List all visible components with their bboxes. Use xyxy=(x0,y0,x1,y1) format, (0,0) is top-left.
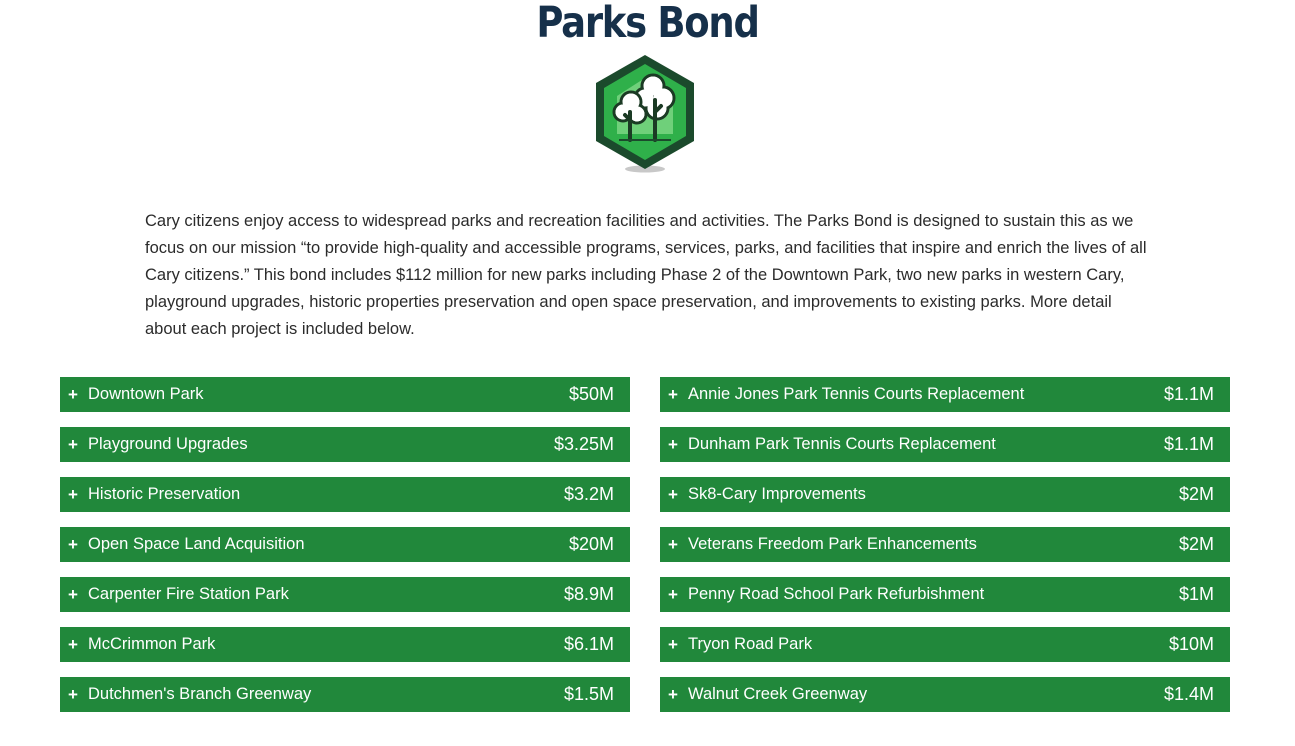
project-name: Historic Preservation xyxy=(88,485,241,503)
page-title: Parks Bond xyxy=(536,0,759,48)
project-amount: $2M xyxy=(1178,484,1214,504)
accordion-item-playground-upgrades[interactable] xyxy=(60,427,630,462)
project-name: McCrimmon Park xyxy=(88,635,216,653)
expand-icon: + xyxy=(668,634,678,654)
project-name: Annie Jones Park Tennis Courts Replacement xyxy=(688,385,1025,403)
expand-icon: + xyxy=(668,434,678,454)
expand-icon: + xyxy=(68,684,78,704)
expand-icon: + xyxy=(668,384,678,404)
project-amount: $50M xyxy=(568,384,614,404)
accordion-item-sk8-cary[interactable] xyxy=(660,477,1230,512)
project-name: Sk8-Cary Improvements xyxy=(688,485,866,503)
expand-icon: + xyxy=(68,484,78,504)
expand-icon: + xyxy=(68,384,78,404)
expand-icon: + xyxy=(668,584,678,604)
accordion-item-mccrimmon-park[interactable] xyxy=(60,627,630,662)
expand-icon: + xyxy=(668,484,678,504)
project-name: Walnut Creek Greenway xyxy=(688,685,868,703)
intro-paragraph: Cary citizens enjoy access to widespread parks and recreation facilities and activities. The Parks Bond is designed to sustain this as we focus on our mission “to provide high-quality and accessible programs, services, parks, and facilities that inspire and enrich the lives of all Cary citizens.” This bond includes $112 million for new parks including Phase 2 of the Downtown Park, two new parks in western Cary, playground upgrades, historic properties preservation and open space preservation, and improvements to existing parks. More detail about each project is included below. xyxy=(145,212,1147,338)
accordion-item-downtown-park[interactable] xyxy=(60,377,630,412)
project-amount: $3.2M xyxy=(563,484,614,504)
project-amount: $1M xyxy=(1178,584,1214,604)
accordion-item-dunham-park-tennis[interactable] xyxy=(660,427,1230,462)
accordion-item-open-space-land-acquisition[interactable] xyxy=(60,527,630,562)
project-amount: $2M xyxy=(1178,534,1214,554)
expand-icon: + xyxy=(68,534,78,554)
accordion-item-walnut-creek-greenway[interactable] xyxy=(660,677,1230,712)
accordion-item-carpenter-fire-station-park[interactable] xyxy=(60,577,630,612)
project-name: Downtown Park xyxy=(88,385,204,403)
project-amount: $8.9M xyxy=(563,584,614,604)
accordion-item-dutchmens-branch-greenway[interactable] xyxy=(60,677,630,712)
accordion-item-tryon-road-park[interactable] xyxy=(660,627,1230,662)
project-name: Playground Upgrades xyxy=(88,435,248,453)
expand-icon: + xyxy=(68,434,78,454)
projects-right-column xyxy=(660,377,1230,727)
project-name: Tryon Road Park xyxy=(688,635,813,653)
project-amount: $3.25M xyxy=(553,434,614,454)
project-amount: $10M xyxy=(1168,634,1214,654)
project-name: Open Space Land Acquisition xyxy=(88,535,305,553)
expand-icon: + xyxy=(668,684,678,704)
accordion-item-penny-road-school-park[interactable] xyxy=(660,577,1230,612)
project-name: Veterans Freedom Park Enhancements xyxy=(688,535,977,553)
project-name: Dutchmen's Branch Greenway xyxy=(88,685,312,703)
accordion-item-annie-jones-tennis[interactable] xyxy=(660,377,1230,412)
trees-hexagon-icon xyxy=(591,52,699,176)
expand-icon: + xyxy=(668,534,678,554)
project-amount: $1.5M xyxy=(563,684,614,704)
expand-icon: + xyxy=(68,584,78,604)
expand-icon: + xyxy=(68,634,78,654)
project-amount: $20M xyxy=(568,534,614,554)
project-amount: $6.1M xyxy=(563,634,614,654)
project-name: Dunham Park Tennis Courts Replacement xyxy=(688,435,996,453)
project-amount: $1.4M xyxy=(1163,684,1214,704)
accordion-item-historic-preservation[interactable] xyxy=(60,477,630,512)
project-amount: $1.1M xyxy=(1163,434,1214,454)
projects-left-column xyxy=(60,377,630,727)
project-name: Penny Road School Park Refurbishment xyxy=(688,585,985,603)
accordion-item-veterans-freedom-park[interactable] xyxy=(660,527,1230,562)
project-amount: $1.1M xyxy=(1163,384,1214,404)
project-name: Carpenter Fire Station Park xyxy=(88,585,289,603)
